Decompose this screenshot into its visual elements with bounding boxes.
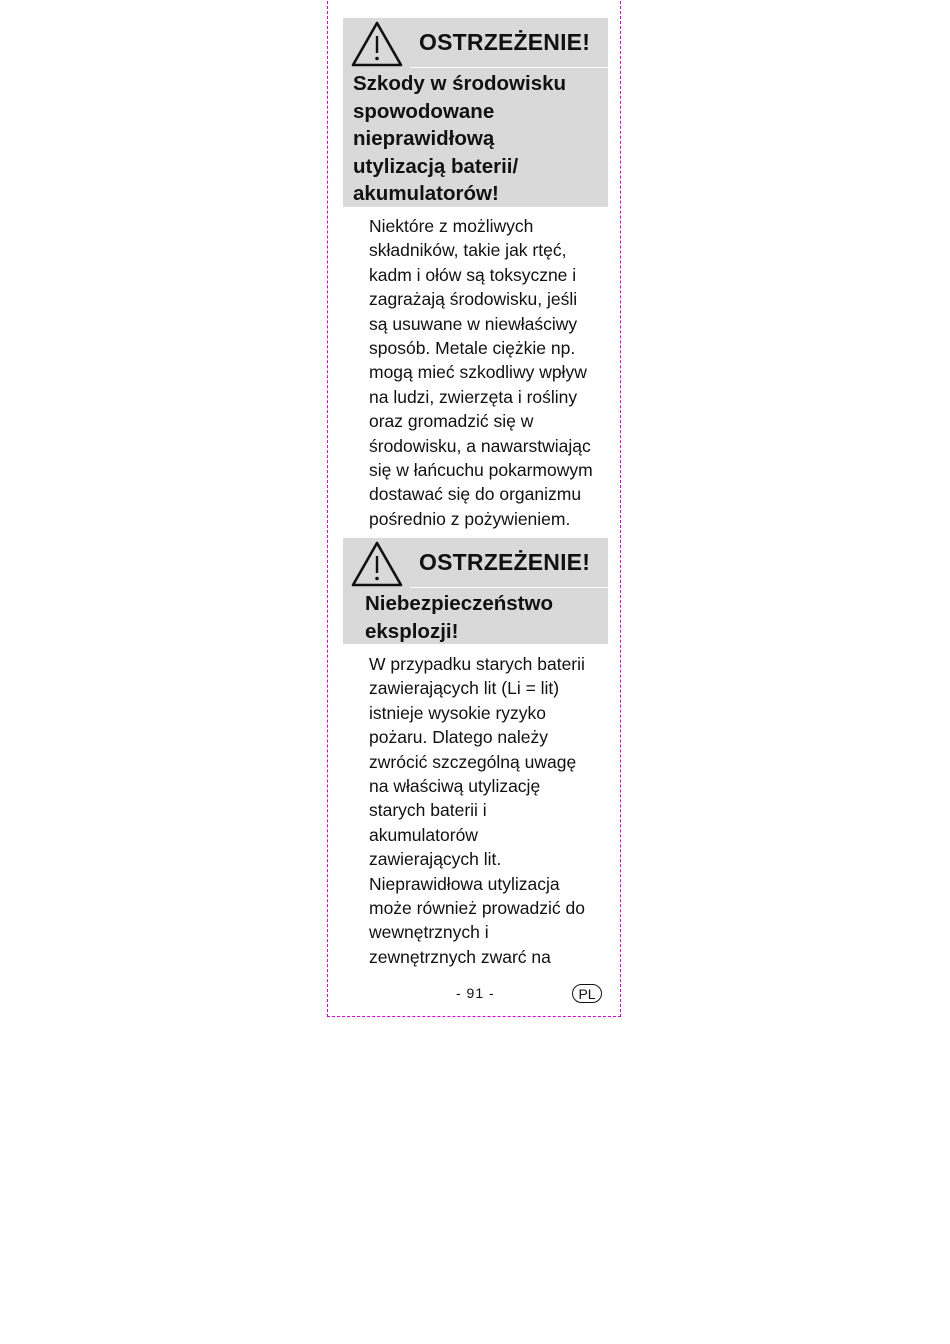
body-line: akumulatorów — [369, 824, 478, 845]
body-line: Niektóre z możliwych — [369, 216, 534, 236]
body-line: może również prowadzić do — [369, 898, 585, 919]
warning-box-environment — [343, 18, 608, 207]
body-line: kadm i ołów są toksyczne i — [369, 264, 577, 285]
body-line: na właściwą utylizację — [369, 776, 541, 797]
subtitle-line: akumulatorów! — [353, 182, 499, 206]
warning-header — [343, 538, 608, 588]
subtitle-line: nieprawidłową — [353, 127, 495, 151]
body-line: Nieprawidłowa utylizacja — [369, 873, 560, 894]
body-line: istnieje wysokie ryzyko — [369, 702, 546, 723]
body-line: dostawać się do organizmu — [369, 484, 582, 505]
body-line: oraz gromadzić się w — [369, 411, 534, 432]
body-line: na ludzi, zwierzęta i rośliny — [369, 386, 578, 407]
warning-triangle-icon — [350, 20, 404, 68]
warning-header — [343, 18, 608, 68]
body-line: mogą mieć szkodliwy wpływ — [369, 362, 587, 383]
warning-triangle-icon — [350, 540, 404, 588]
body-line: zewnętrznych zwarć na — [369, 946, 551, 967]
body-line: się w łańcuchu pokarmowym — [369, 460, 593, 481]
header-divider — [410, 67, 608, 68]
body-line: W przypadku starych baterii — [369, 654, 585, 674]
warning-subtitle — [343, 588, 608, 645]
language-badge: PL — [572, 984, 602, 1003]
body-line: środowisku, a nawarstwiając — [369, 435, 591, 456]
subtitle-line: utylizacją baterii/ — [353, 154, 519, 178]
warning-title: OSTRZEŻENIE! — [419, 29, 591, 55]
subtitle-line: Niebezpieczeństwo — [365, 592, 553, 615]
body-line: zwrócić szczególną uwagę — [369, 751, 577, 772]
body-line: zawierających lit (Li = lit) — [369, 678, 560, 699]
body-line: składników, takie jak rtęć, — [369, 240, 567, 261]
warning-subtitle — [343, 68, 608, 208]
header-divider — [410, 587, 608, 588]
subtitle-line: eksplozji! — [365, 619, 459, 643]
body-line: są usuwane w niewłaściwy — [369, 313, 578, 334]
body-line: zagrażają środowisku, jeśli — [369, 289, 578, 310]
page-number: - 91 - — [456, 985, 495, 1001]
body-line: sposób. Metale ciężkie np. — [369, 338, 576, 359]
warning-box-explosion — [343, 538, 608, 644]
subtitle-line: spowodowane — [353, 99, 495, 123]
body-line: wewnętrznych i — [369, 922, 489, 943]
warning-body-environment — [369, 214, 614, 531]
warning-title: OSTRZEŻENIE! — [419, 549, 591, 575]
body-line: zawierających lit. — [369, 849, 502, 870]
subtitle-line: Szkody w środowisku — [353, 72, 567, 95]
body-line: pośrednio z pożywieniem. — [369, 508, 571, 529]
body-line: starych baterii i — [369, 800, 487, 821]
body-line: pożaru. Dlatego należy — [369, 727, 548, 748]
warning-body-explosion — [369, 652, 614, 969]
